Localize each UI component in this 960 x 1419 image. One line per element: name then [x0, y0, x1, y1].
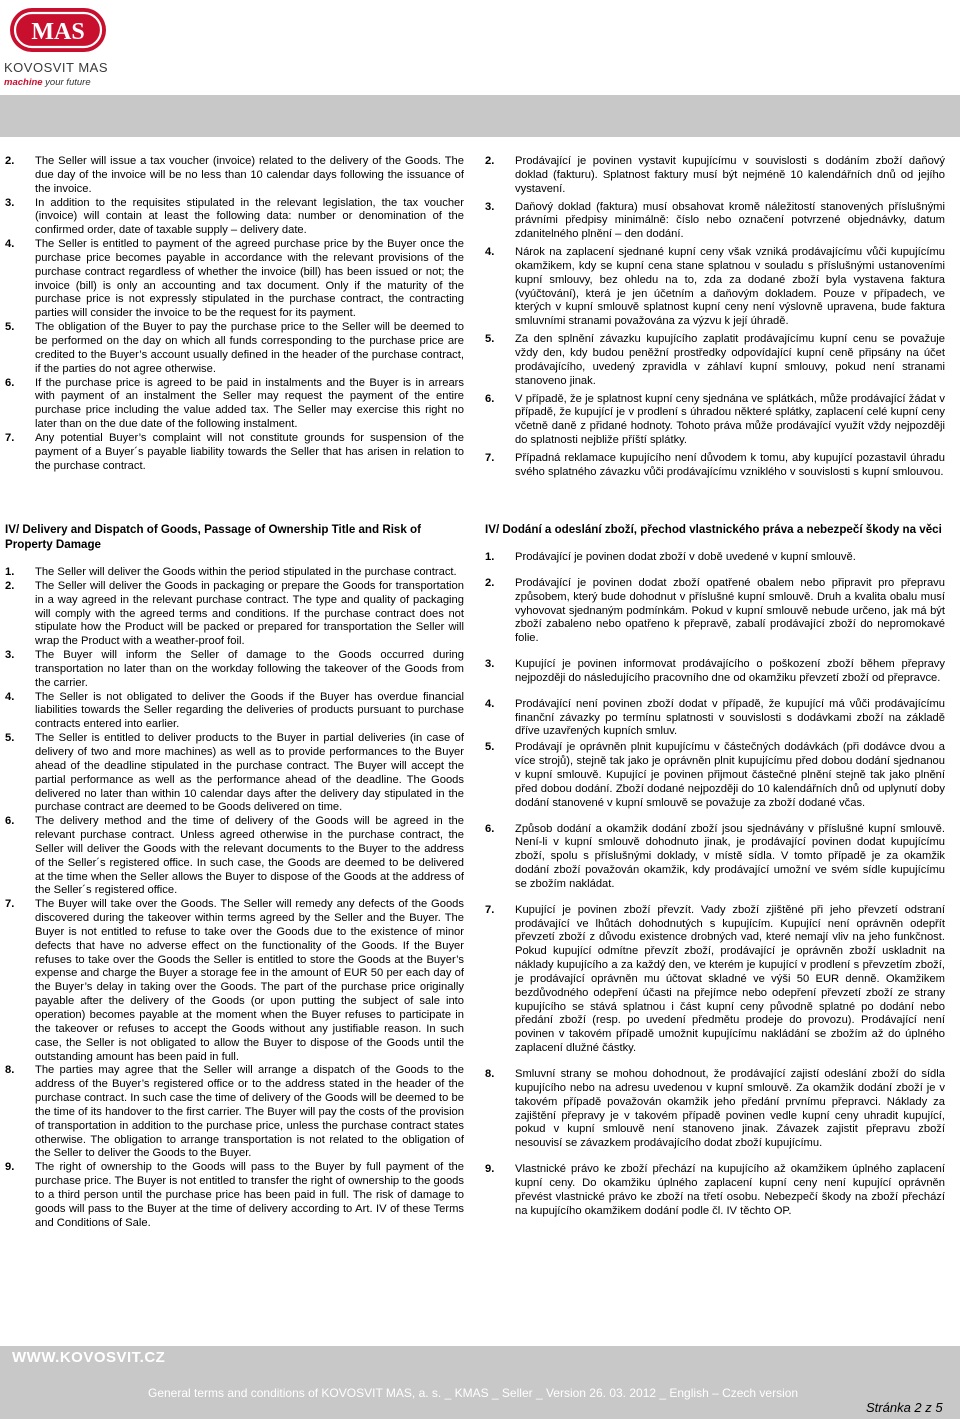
list-item: [5, 1064, 464, 1161]
item-number: 3.: [5, 649, 15, 662]
item-number: 7.: [485, 451, 495, 464]
list-item: [485, 823, 945, 892]
section-heading: IV/ Dodání a odeslání zboží, přechod vlastnického práva a nebezpečí škody na věci: [485, 523, 942, 536]
section3-en: [5, 155, 464, 473]
list-item: [485, 698, 945, 740]
item-number: 3.: [485, 658, 495, 671]
item-text: The Seller will issue a tax voucher (invoice) related to the delivery of the Goods. The due day of the invoice will be no less than 10 calendar days following the issuance of the invoice.: [35, 155, 464, 195]
list-item: [485, 333, 945, 388]
item-text: The Seller is entitled to deliver products to the Buyer in partial deliveries (in case of delivery of two and more machines) as well as to provide performances to the Buyer ahead of the deadline stipulated in the purchase contract. The Buyer will accept the partial performance as well as the performance ahead of the deadline. The Goods delivered no later than within 10 calendar days after the delivery day stipulated in the purchase contract are deemed to be Goods delivered on time.: [35, 732, 464, 814]
item-number: 1.: [5, 566, 15, 578]
item-number: 4.: [5, 238, 15, 251]
slogan-rest: your future: [42, 77, 91, 88]
list-item: [485, 741, 945, 810]
item-number: 2.: [5, 579, 15, 592]
item-number: 7.: [5, 898, 15, 911]
item-text: Prodávající je povinen dodat zboží v době uvedené v kupní smlouvě.: [515, 551, 856, 563]
item-text: Prodávající je povinen dodat zboží opatřené obalem nebo připravit pro přepravu způsobem, který bude dohodnut v příslušné kupní smlouvě. Druh a kvalita obalu musí vyhovovat sjednaným podmínkám. Pokud v kupní smlouvě nebude určeno, jak má být zboží zabaleno nebo opatřeno k přepravě, zabalí prodávající zboží do nepromokavé folie.: [515, 576, 945, 645]
item-number: 4.: [485, 246, 495, 259]
header-band: [0, 95, 960, 137]
item-text: The parties may agree that the Seller will arrange a dispatch of the Goods to the address of the Buyer’s registered office or to the address stated in the header of the purchase contract. In such case the time of delivery of the Goods will be deemed to be the time of its handover to the first carrier. The Buyer will pay the costs of the provision of transportation in addition to the purchase price, unless the purchase contract states otherwise. The obligation to arrange transportation is not related to the obligation of the Seller to deliver the Goods to the Buyer.: [35, 1064, 464, 1160]
item-text: Způsob dodání a okamžik dodání zboží jsou sjednávány v příslušné kupní smlouvě. Není-li v kupní smlouvě dohodnuto jinak, je prodávající povinen dodat kupujícímu zboží, spolu s příslušnými doklady, v místě sídla. V tomto případě je za okamžik dodání zboží považován okamžik, kdy prodávající umožní ve svém sídle kupujícímu se zbožím nakládat.: [515, 822, 945, 890]
item-number: 5.: [5, 732, 15, 745]
list-item: [485, 551, 945, 565]
list-item: [5, 238, 464, 321]
section4-en: [5, 522, 464, 1231]
list-item: [5, 432, 464, 474]
list-item: [485, 201, 945, 243]
list-item: [5, 815, 464, 898]
item-number: 2.: [485, 576, 495, 589]
section-heading: IV/ Delivery and Dispatch of Goods, Passage of Ownership Title and Risk of Property Damage: [5, 523, 421, 551]
item-text: The Seller is entitled to payment of the agreed purchase price by the Buyer once the purchase price becomes payable in accordance with the relevant provisions of the purchase contract regardless of whether the invoice (bill) has been issued or not; the invoice (bill) is only an accounting and tax document. Only if the maturity of the purchase price is not expressly stipulated in the purchase contract, the contracting parties will consider the invoice to be the request for its payment.: [35, 238, 464, 320]
list-item: [485, 577, 945, 646]
list-item: [5, 321, 464, 376]
item-number: 7.: [485, 903, 495, 916]
list-item: [5, 898, 464, 1064]
item-text: The obligation of the Buyer to pay the purchase price to the Seller will be deemed to be performed on the day on which all funds corresponding to the purchase price are credited to the Buyer’s account usually defined in the header of the purchase contract, if the parties do not agree otherwise.: [35, 321, 464, 375]
list-item: [485, 904, 945, 1056]
list-item: [485, 1163, 945, 1218]
item-number: 3.: [5, 196, 15, 209]
item-number: 4.: [485, 697, 495, 710]
item-text: If the purchase price is agreed to be paid in instalments and the Buyer is in arrears with payment of an instalment the Seller may request the payment of the entire purchase price including the value added tax. The Seller may exercise this right no later than on the due date of the following instalment.: [35, 376, 464, 431]
item-number: 6.: [485, 392, 495, 405]
item-text: The Seller will deliver the Goods within the period stipulated in the purchase contract.: [35, 566, 457, 578]
footer-document-info: General terms and conditions of KOVOSVIT MAS, a. s. _ KMAS _ Seller _ Version 26. 03. 2012 _ English – Czech version: [148, 1386, 799, 1400]
item-number: 5.: [5, 321, 15, 334]
item-text: Any potential Buyer’s complaint will not constitute grounds for suspension of the payment of a Buyer´s payable liability towards the Seller that has arisen in relation to the purchase contract.: [35, 431, 464, 472]
company-slogan: [4, 77, 91, 88]
item-text: Daňový doklad (faktura) musí obsahovat kromě náležitostí stanovených příslušnými právními předpisy minimálně: číslo nebo označení potvrzené objednávky, datum zdanitelného plnění – den dodání.: [515, 200, 945, 241]
item-number: 5.: [485, 333, 495, 346]
item-text: Nárok na zaplacení sjednané kupní ceny však vzniká prodávajícímu vůči kupujícímu okamžikem, kdy se kupní cena stane splatnou v souladu s příslušnými ustanoveními kupní smlouvy, bez ohledu na to, zda za dodané zboží byla vystavena faktura (vyúčtování), která je jen účetním a daňovým dokladem. Pouze v případech, ve kterých v kupní smlouvě splatnost kupní ceny není výslovně upravena, bude faktura smluvními stranami považována za výzvu k její úhradě.: [515, 246, 945, 328]
list-item: [5, 732, 464, 815]
page-number: Stránka 2 z 5: [866, 1400, 943, 1415]
item-text: Smluvní strany se mohou dohodnout, že prodávající zajistí odeslání zboží do sídla kupujícího nebo na adresu uvedenou v kupní smlouvě. Za okamžik dodání zboží je v takovém případě považován okamžik jeho předání prvnímu přepravci. Náklady za zajištění přepravy je v takovém případě povinen vedle kupní ceny uhradit kupující, pokud v kupní smlouvě není stanoveno jinak. Závazek zajistit přepravu zboží nesouvisí se závazkem prodávajícího dodat zboží kupujícímu.: [515, 1068, 945, 1150]
mas-logo-icon: [8, 5, 108, 57]
item-number: 6.: [5, 815, 15, 828]
item-text: V případě, že je splatnost kupní ceny sjednána ve splátkách, může prodávající žádat v případě, že kupující je v prodlení s úhradou některé splátky, zaplacení celé kupní ceny včetně daně z přidané hodnoty. Tohoto práva může prodávající využít vždy nejpozději do splatnosti nejbliže příští splátky.: [515, 392, 945, 447]
item-number: 7.: [5, 431, 15, 444]
list-item: [5, 197, 464, 239]
list-item: [485, 155, 945, 197]
item-text: The Seller will deliver the Goods in packaging or prepare the Goods for transportation in a way agreed in the relevant purchase contract. The type and quality of packaging will comply with the agreed terms and conditions. If the purchase contract does not stipulate how the Product will be packed or prepared for transportation the Seller will wrap the Product with a weather-proof foil.: [35, 579, 464, 648]
list-item: [485, 393, 945, 448]
item-text: The Seller is not obligated to deliver the Goods if the Buyer has overdue financial liabilities towards the Seller regarding the deliveries of products pursuant to purchase contracts entered into earlier.: [35, 690, 464, 731]
item-number: 5.: [485, 741, 495, 754]
item-text: Za den splnění závazku kupujícího zaplatit prodávajícímu kupní cenu se považuje vždy den, kdy budou peněžní prostředky odpovídající kupní ceně připsány na účet prodávajícího, uvedený zpravidla v záhlaví kupní smlouvy, pokud není stranami stanoveno jinak.: [515, 333, 945, 387]
list-item: [5, 649, 464, 691]
section4-cz: [485, 522, 945, 1218]
company-name: KOVOSVIT MAS: [4, 60, 109, 75]
item-text: Kupující je povinen informovat prodávajícího o poškození zboží během přepravy nejpozději do následujícího pracovního dne od okamžiku převzetí zboží od přepravce.: [515, 658, 945, 684]
section3-cz: [485, 155, 945, 480]
item-text: Kupující je povinen zboží převzít. Vady zboží zjištěné při jeho převzetí odstraní prodávající ve lhůtách dohodnutých s kupujícím. Kupující není oprávněn odepřít převzetí zboží z důvodu existence drobných vad, které nemají vliv na jeho funkčnost. Pokud kupující odmítne převzít zboží, prodávající je oprávněn zboží uskladnit na náklady kupujícího a za každý den, ve kterém je kupující v prodlení s převzetím zboží, je prodávající oprávněn mu účtovat skladné ve výši 50 EUR denně. Okamžikem bezdůvodného odepření účasti na přejímce nebo odepření převzetí zboží ze strany kupujícího se stává splatnou i část kupní ceny původně splatné po dodání nebo předání zboží (resp. po uvedení předmětu prodeje do provozu). Prodávající není povinen v takovém případě umožnit kupujícímu nakládání se zbožím až do úplného zaplacení dlužné částky.: [515, 903, 945, 1055]
item-text: The right of ownership to the Goods will pass to the Buyer by full payment of the purchase price. The Buyer is not entitled to transfer the right of ownership to the goods to a third person until the purchase price has been paid in full. The risk of damage to goods will pass to the Buyer at the time of delivery according to Art. IV of these Terms and Conditions of Sale.: [35, 1161, 464, 1229]
list-item: [5, 566, 464, 580]
item-text: Prodávající není povinen zboží dodat v případě, že kupující má vůči prodávajícímu finanční závazky po termínu splatnosti v souvislosti s dodávkami zboží na základě dříve uzavřených kupních smluv.: [515, 697, 945, 738]
item-text: Prodávající je povinen vystavit kupujícímu v souvislosti s dodáním zboží daňový doklad (fakturu). Splatnost faktury musí být nejméně 10 kalendářních dnů od jejího vystavení.: [515, 155, 945, 195]
list-item: [485, 1068, 945, 1151]
item-text: Případná reklamace kupujícího není důvodem k tomu, aby kupující pozastavil úhradu svého splatného závazku vůči prodávajícímu vzniklého v souvislosti s kupní smlouvou.: [515, 451, 945, 478]
list-item: [5, 691, 464, 733]
footer-website-link[interactable]: WWW.KOVOSVIT.CZ: [12, 1349, 166, 1366]
item-number: 4.: [5, 690, 15, 703]
list-item: [5, 580, 464, 649]
item-text: The Buyer will inform the Seller of damage to the Goods occurred during transportation no later than on the workday following the takeover of the Goods from the carrier.: [35, 649, 464, 689]
item-number: 3.: [485, 200, 495, 213]
item-number: 8.: [5, 1064, 15, 1077]
page-header: [0, 0, 960, 137]
item-number: 9.: [5, 1161, 15, 1174]
item-number: 6.: [485, 822, 495, 835]
item-number: 6.: [5, 376, 15, 389]
list-item: [485, 452, 945, 480]
list-item: [485, 658, 945, 686]
item-number: 1.: [485, 551, 495, 563]
list-item: [5, 1161, 464, 1230]
item-number: 2.: [5, 155, 15, 167]
item-text: The delivery method and the time of delivery of the Goods will be agreed in the relevant purchase contract. Unless agreed otherwise in the purchase contract, the Seller will deliver the Goods with the relevant documents to the Buyer to the address of the Seller´s registered office. In such case, the Goods are deemed to be delivered at the time when the Seller allows the Buyer to dispose of the Goods at the address of the Seller´s registered office.: [35, 815, 464, 897]
list-item: [485, 246, 945, 329]
logo-mark-text: MAS: [31, 19, 85, 45]
item-number: 9.: [485, 1163, 495, 1176]
list-item: [5, 155, 464, 197]
company-logo: [4, 5, 116, 89]
item-text: Vlastnické právo ke zboží přechází na kupujícího až okamžikem úplného zaplacení kupní ceny. Do okamžiku úplného zaplacení kupní ceny není kupující oprávněn převést vlastnické právo ke zboží na třetí osobu. Nebezpečí škody na zboží přechází na kupujícího okamžikem dodání podle čl. IV těchto OP.: [515, 1163, 945, 1217]
item-text: Prodávají je oprávněn plnit kupujícímu v částečných dodávkách (při dodávce dvou a více strojů), stejně tak jako je oprávněn plnit kupujícímu před dobou dodání sjednanou v kupní smlouvě. Kupující je povinen přijmout částečné plnění stejně tak jako plnění před dobou dodání. Zboží dodané nejpozději do 10 kalendářních dnů od uplynutí doby dodání stanovené v kupní smlouvě se považuje za zboží dodané včas.: [515, 741, 945, 809]
item-number: 8.: [485, 1068, 495, 1080]
item-text: The Buyer will take over the Goods. The Seller will remedy any defects of the Goods discovered during the takeover within terms agreed by the Seller and the Buyer. The Buyer is not entitled to refuse to take over the Goods due to the existence of minor defects that have no adverse effect on the functionality of the Goods. If the Buyer refuses to take over the Goods the Seller is entitled to store the Goods at the Buyer’s expense and charge the Buyer a storage fee in the amount of EUR 50 per each day of the Buyer’s delay in taking over the Goods. The part of the purchase price originally payable after the delivery of the Goods (or upon putting the subject of sale into operation) becomes payable at the moment when the Buyer refuses to participate in the takeover or refuses to accept the Goods without any justifiable reason. In such case, the Seller is not obligated to allow the Buyer to dispose of the Goods until the outstanding amount has been paid in full.: [35, 898, 464, 1063]
slogan-bold: machine: [4, 77, 43, 88]
item-number: 2.: [485, 155, 495, 167]
list-item: [5, 377, 464, 432]
item-text: In addition to the requisites stipulated in the relevant legislation, the tax voucher (invoice) will contain at least the following data: number or denomination of the confirmed order, date of taxable supply – delivery date.: [35, 196, 464, 237]
